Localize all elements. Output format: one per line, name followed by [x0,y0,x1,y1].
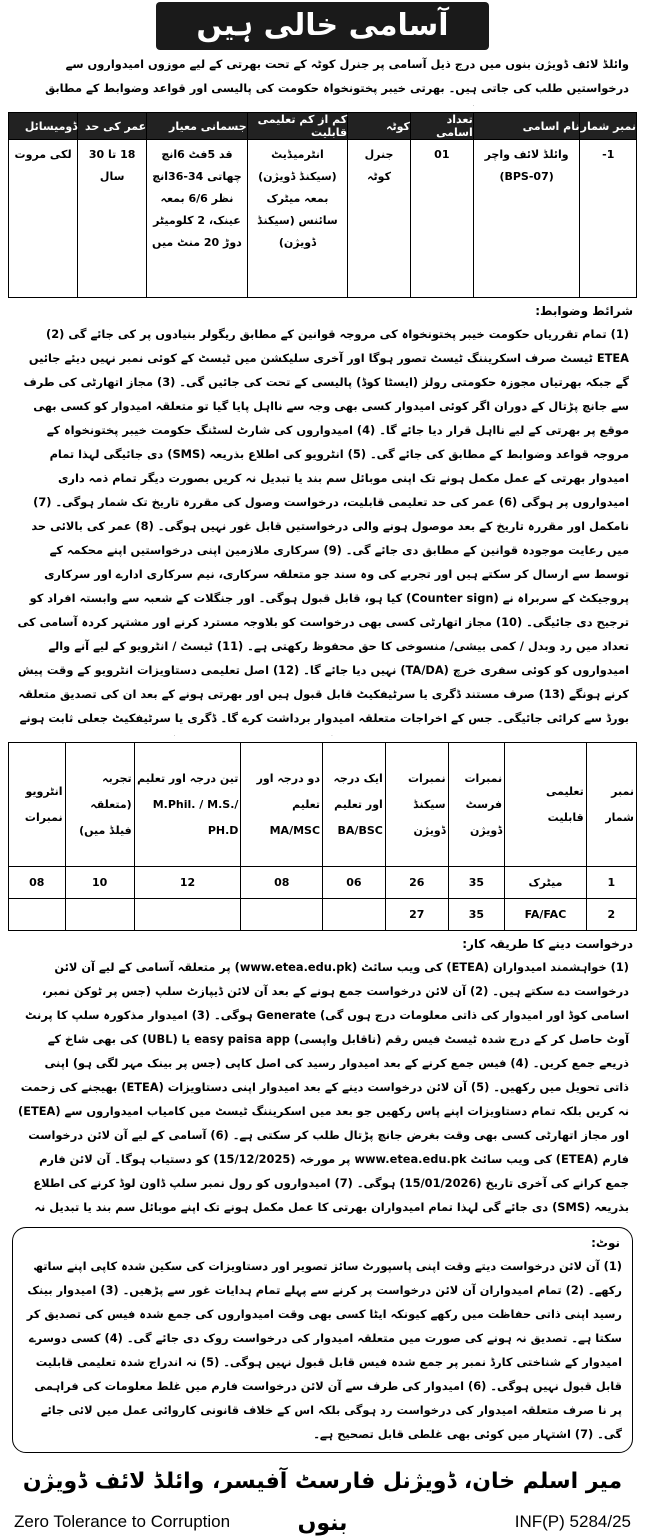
marks-header-mphil: تین درجہ اور تعلیم M.Phil. / M.S./ PH.D [134,743,241,867]
table-cell: 10 [65,867,134,899]
cell-physical: قد 5فٹ 6انچ چھاتی 34-36انچ نظر 6/6 بمعہ عینک، 2 کلومیٹر دوڑ 20 منٹ میں [147,140,247,298]
header-serial: نمبر شمار [580,113,637,140]
table-cell: 27 [385,899,448,931]
marks-table-wrapper [0,742,645,931]
marks-header-first-division: نمبرات فرسٹ ڈویژن [448,743,505,867]
table-cell: 35 [448,867,505,899]
table-cell [241,899,323,931]
table-cell: 08 [241,867,323,899]
signature: میر اسلم خان، ڈویژنل فارسٹ آفیسر، وائلڈ لائف ڈویژن بنوں [22,1469,623,1536]
note-text: (1) آن لائن درخواست دیتے وقت اپنی پاسپورٹ سائز تصویر اور دستاویزات کی سکین شدہ کاپی اپنے ساتھ رکھے۔ (2) تمام امیدواران آن لائن درخواست پر کرنے سے پہلے تمام ہدایات غور سے پڑھیں۔ (3) امیدوار بینک رسید اپنی ذاتی حفاظت میں رکھے کیونکہ ایٹا کسی بھی وقت امیدواروں کی جمع شدہ فیس کی تصدیق کر سکتا ہے۔ تصدیق نہ ہونے کی صورت میں متعلقہ امیدوار کی درخواست روک دی جائے گی۔ (4) کسی دوسرے امیدوار کے شناختی کارڈ نمبر پر جمع شدہ فیس قابل قبول نہیں ہوگی۔ (5) نہ اندراج شدہ تعلیمی قابلیت قابل قبول نہیں ہوگی۔ (6) امیدوار کی طرف سے آن لائن درخواست فارم میں غلط معلومات کی فراہمی پر نا صرف متعلقہ امیدوار کی درخواست رد ہوگی بلکہ اس کے خلاف قانونی کاروائی عمل میں لائی جائے گی۔ (7) اشتہار میں کوئی بھی غلطی قابل تصحیح ہے۔ [26,1259,622,1441]
table-cell: 12 [134,867,241,899]
terms-title: شرائط وضوابط: [535,304,633,318]
table-cell: FA/FAC [505,899,587,931]
cell-age: 18 تا 30 سال [78,140,147,298]
intro-paragraph: وائلڈ لائف ڈویژن بنوں میں درج ذیل آسامی پر جنرل کوٹہ کے تحت بھرتی کے لیے موزوں امیدواروں سے درخواستیں طلب کی جاتی ہیں۔ بھرتی خیبر پختونخواہ حکومت کی پالیسی اور قواعد وضوابط کے مطابق [45,57,629,95]
table-row [9,140,637,298]
header-post: نام اسامی [473,113,580,140]
header-banner [0,0,645,50]
table-cell: 2 [586,899,636,931]
table-row [9,867,637,899]
marks-table [8,742,637,931]
terms-text: (1) تمام تقرریاں حکومت خیبر پختونخواہ کی مروجہ قوانین کے مطابق ریگولر بنیادوں پر کی جائے گی (2) ETEA ٹیسٹ صرف اسکریننگ ٹیسٹ تصور ہوگا اور آخری سلیکشن میں ٹیسٹ کے کوئی نمبر نہیں دیئے جائیں گے جبکہ بھرتیاں مجوزہ حکومتی رولز (ایسٹا کوڈ) پالیسی کے تحت کی جائیں گی۔ (3) مجاز اتھارٹی کی طرف سے جانچ پڑتال کے دوران اگر کوئی امیدوار کسی بھی وجہ سے نااہل پایا گیا تو متعلقہ امیدوار کو کسی بھی موقع پر بھرتی کے لیے نااہل قرار دیا جائے گا۔ (4) امیدواروں کی شارٹ لسٹنگ حکومت خیبر پختونخواہ کے مروجہ قواعد وضوابط کے مطابق کی جائے گی۔ (5) انٹرویو کی اطلاع بذریعہ (SMS) دی جائیگی لہذا تمام امیدوار بھرتی کے عمل مکمل ہونے تک اپنی موبائل سم بند یا تبدیل نہ کریں بصورت دیگر تمام ذمہ داری امیدواروں پر ہوگی (6) عمر کی حد تعلیمی قابلیت، درخواست وصول کی مقررہ تاریخ تک شمار ہوگی۔ (7) نامکمل اور مقررہ تاریخ کے بعد موصول ہونے والی درخواستیں قابل غور نہیں ہوگی۔ (8) عمر کی بالائی حد میں رعایت موجودہ قوانین کے مطابق دی جائے گی۔ (9) سرکاری ملازمین اپنی درخواستیں اپنے محکمہ کے توسط سے ارسال کر سکتے ہیں اور تجربے کی وہ سند جو متعلقہ سرکاری، نیم سرکاری ادارے اور سرکاری پروجیکٹ کے سربراہ نے (Counter sign) کیا ہو، قابل قبول ہوگی۔ اور جنگلات کے شعبہ سے وابستہ افراد کو ترجیح دی جائیگی۔ (10) مجاز اتھارٹی کسی بھی درخواست کو بلاوجہ مسترد کرنے اور مشتہر کردہ آسامی کی تعداد میں رد وبدل / کمی بیشی/ منسوخی کا حق محفوظ رکھتی ہے۔ (11) ٹیسٹ / انٹرویو کے لیے آنے والے امیدواروں کو کوئی سفری خرچ (TA/DA) نہیں دیا جائے گا۔ (12) اصل تعلیمی دستاویزات انٹرویو کے وقت پیش کرنے ہونگے (13) صرف مستند ڈگری یا سرٹیفکیٹ قابل قبول ہیں اور بھرتی ہونے کے بعد ان کی تصدیق متعلقہ بورڈ سے کرائی جائیگی۔ جس کے اخراجات متعلقہ امیدوار برداشت کرے گا۔ ڈگری یا سرٹیفکیٹ جعلی ثابت ہونے [17,327,629,725]
posts-table [8,112,637,298]
note-box [12,1227,633,1453]
cell-domicile: لکی مروت [9,140,78,298]
apply-text: (1) خواہشمند امیدواران (ETEA) کی ویب سائٹ (www.etea.edu.pk) پر متعلقہ آسامی کے لیے آن لائن درخواست دے سکتے ہیں۔ (2) آن لائن درخواست جمع ہونے کے بعد آن لائن ڈیپازٹ سلپ (جس پر ٹوکن نمبر، اسامی کوڈ اور امیدوار کی ذاتی معلومات درج ہوں گی) Generate ہوگی۔ (3) امیدوار مذکورہ سلپ کا پرنٹ آوٹ حاصل کر کے درج شدہ ٹیسٹ فیس رقم (ناقابل واپسی) easy paisa app یا (UBL) کی بھی شاخ کے ذریعے جمع کریں۔ (4) فیس جمع کرنے کے بعد امیدوار رسید کی اصل کاپی (جس پر بینک مہر لگی ہو) اپنی ذاتی تحویل میں رکھیں۔ (5) آن لائن درخواست دینے کے بعد امیدوار اپنی دستاویزات (ETEA) بھیجنے کی زحمت نہ کریں بلکہ تمام دستاویزات اپنے پاس رکھیں جو بعد میں اسکریننگ ٹیسٹ میں کامیاب امیدواروں سے (ETEA) اور مجاز اتھارٹی کسی بھی وقت بغرض جانچ پڑتال طلب کر سکتی ہے۔ (6) آسامی کے لیے آن لائن درخواست فارم (ETEA) کی ویب سائٹ www.etea.edu.pk پر مورخہ (15/12/2025) کو دستیاب ہوگا۔ آن لائن فارم جمع کرانے کی آخری تاریخ (15/01/2026) ہوگی۔ (7) امیدواروں کو رول نمبر سلپ ڈاون لوڈ کرنے کی اطلاع بذریعہ (SMS) دی جائے گی لہذا تمام امیدواران بھرتی کا عمل مکمل ہونے تک اپنے موبائل سم بند یا تبدیل نہ [17,960,629,1214]
table-cell: میٹرک [505,867,587,899]
footer [0,1508,645,1536]
header-physical: جسمانی معیار [147,113,247,140]
table-cell [323,899,386,931]
posts-table-header [9,113,637,140]
marks-table-header [9,743,637,867]
header-count: تعداد اسامی [410,113,473,140]
table-cell: 26 [385,867,448,899]
cell-count: 01 [410,140,473,298]
header-domicile: ڈومیسائل [9,113,78,140]
header-quota: کوٹہ [348,113,411,140]
posts-table-wrapper [0,112,645,298]
table-cell: 1 [586,867,636,899]
marks-header-serial: نمبر شمار [586,743,636,867]
table-cell [9,899,66,931]
header-age: عمر کی حد [78,113,147,140]
table-cell: 06 [323,867,386,899]
marks-header-experience: تجربہ (متعلقہ فیلڈ میں) [65,743,134,867]
note-title: نوٹ: [591,1236,620,1250]
footer-slogan: Zero Tolerance to Corruption [14,1512,231,1531]
marks-header-ma: دو درجہ اور تعلیم MA/MSC [241,743,323,867]
header-qualification: کم از کم تعلیمی قابلیت [247,113,347,140]
marks-header-ba: ایک درجہ اور تعلیم BA/BSC [323,743,386,867]
cell-qualification: انٹرمیڈیٹ (سیکنڈ ڈویژن) بمعہ میٹرک سائنس (سیکنڈ ڈویژن) [247,140,347,298]
table-cell [134,899,241,931]
table-cell [65,899,134,931]
marks-header-second-division: نمبرات سیکنڈ ڈویژن [385,743,448,867]
apply-title: درخواست دینے کا طریقہ کار: [462,937,633,951]
footer-inf-number: INF(P) 5284/25 [514,1512,631,1531]
marks-header-interview: انٹرویو نمبرات [9,743,66,867]
table-cell: 35 [448,899,505,931]
cell-serial: 1- [580,140,637,298]
cell-post: وائلڈ لائف واچر (BPS-07) [473,140,580,298]
cell-quota: جنرل کوٹہ [348,140,411,298]
table-row [9,899,637,931]
marks-header-qualification: تعلیمی قابلیت [505,743,587,867]
table-cell: 08 [9,867,66,899]
page-title: آسامی خالی ہیں [156,2,488,50]
